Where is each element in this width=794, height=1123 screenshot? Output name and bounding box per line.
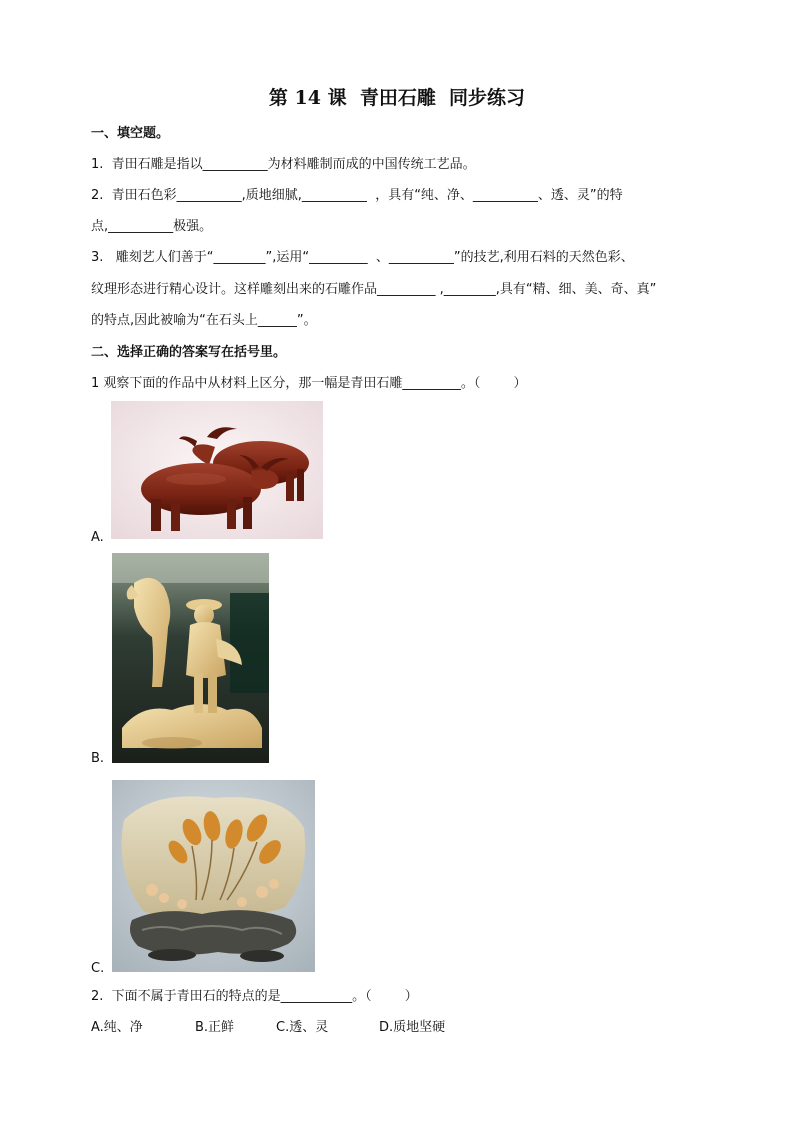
question-1-1: 1. 青田石雕是指以__________为材料雕制而成的中国传统工艺品。 <box>91 157 476 172</box>
page-title: 第 14 课 青田石雕 同步练习 <box>268 87 526 109</box>
answer-option-d: D.质地坚硬 <box>379 1020 446 1035</box>
option-c-label: C. <box>91 961 105 976</box>
answer-option-c: C.透、灵 <box>276 1020 329 1035</box>
section-heading-fill-blank: 一、填空题。 <box>91 126 170 141</box>
answer-option-b: B.正鲜 <box>195 1020 235 1035</box>
question-1-3-line2: 纹理形态进行精心设计。这样雕刻出来的石雕作品_________ ,________,具有“精、细、美、奇、真” <box>91 282 657 297</box>
question-2-1: 1 观察下面的作品中从材料上区分，那一幅是青田石雕_________。（ ） <box>91 376 527 391</box>
question-1-2-line1: 2. 青田石色彩__________,质地细腻,__________ ，具有“纯、净、__________、透、灵”的特 <box>91 188 623 203</box>
image-option-a <box>111 401 323 539</box>
question-1-2-line2: 点,__________极强。 <box>91 219 213 234</box>
section-heading-choice: 二、选择正确的答案写在括号里。 <box>91 345 287 360</box>
answer-option-a: A.纯、净 <box>91 1020 143 1035</box>
question-1-3-line3: 的特点,因此被喻为“在石头上______”。 <box>91 313 317 328</box>
option-b-label: B. <box>91 751 105 766</box>
option-a-label: A. <box>91 530 104 545</box>
question-1-3-line1: 3. 雕刻艺人们善于“________”,运用“_________ 、__________”的技艺,利用石料的天然色彩、 <box>91 250 634 265</box>
question-2-2: 2. 下面不属于青田石的特点的是___________。（ ） <box>91 989 418 1004</box>
image-option-b <box>112 553 269 763</box>
image-option-c <box>112 780 315 972</box>
